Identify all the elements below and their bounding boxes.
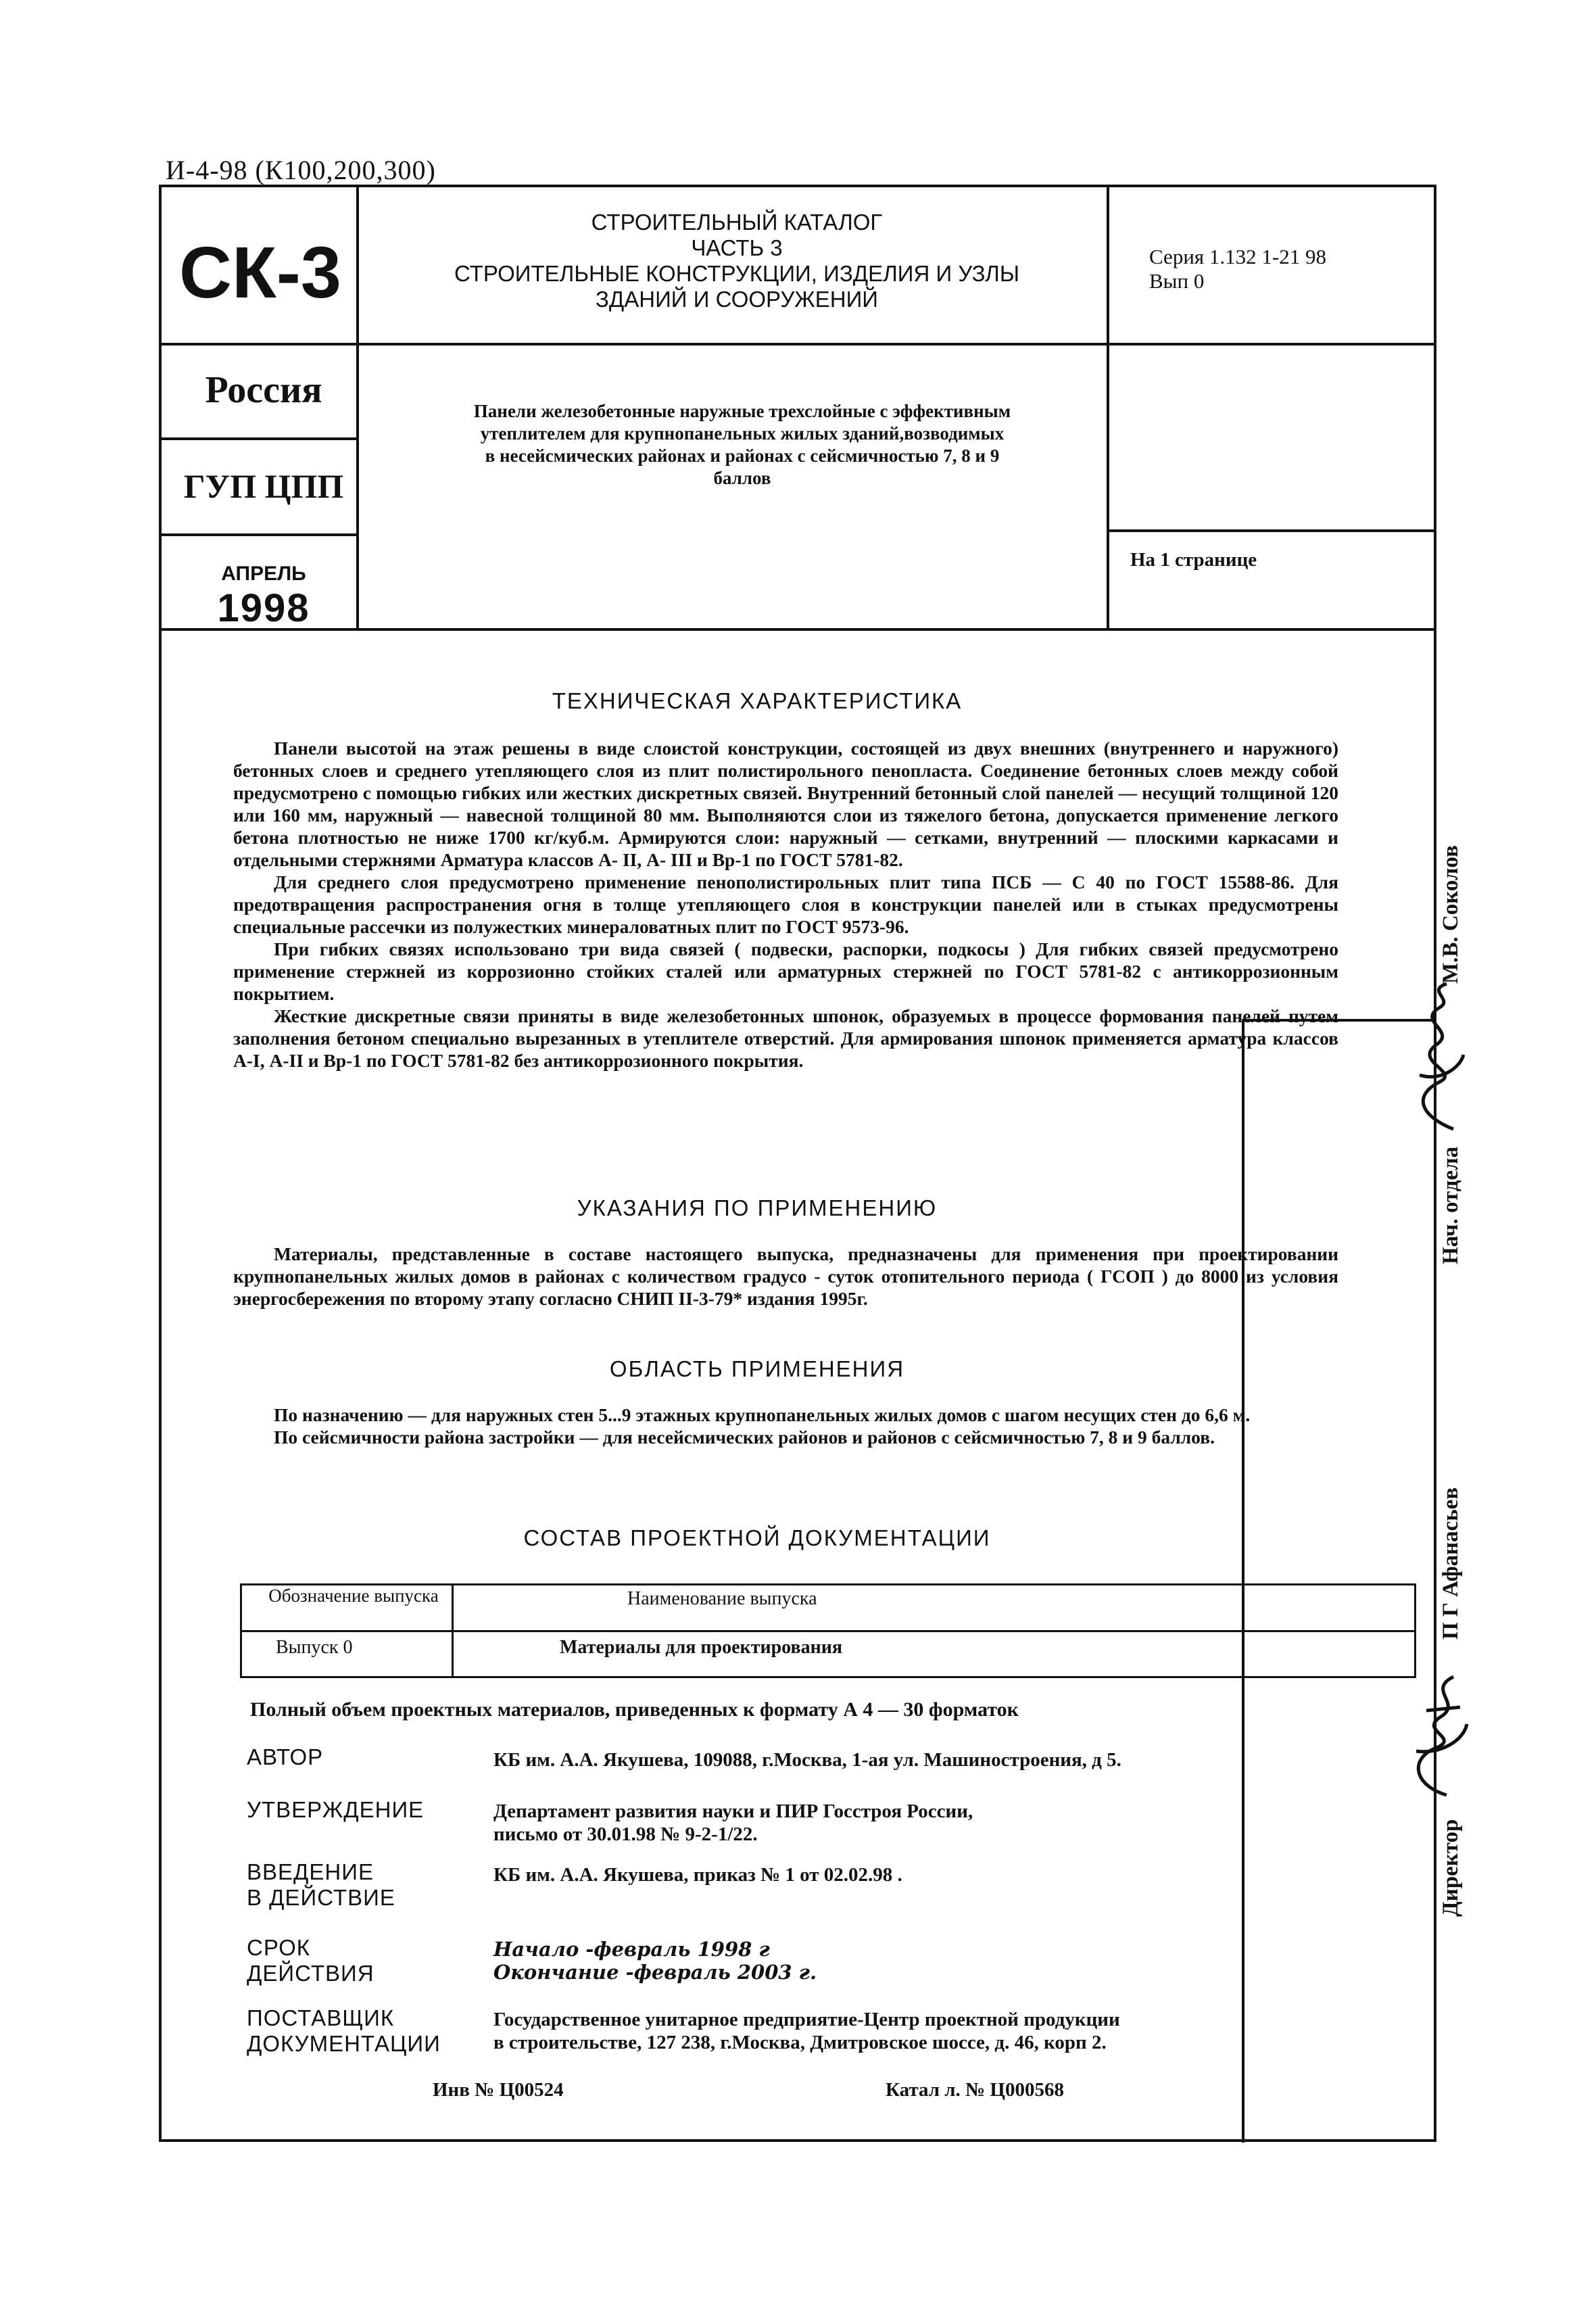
- author-label: АВТОР: [247, 1744, 324, 1769]
- term-label-line: СРОК: [247, 1935, 311, 1960]
- issue-number: Вып 0: [1149, 269, 1205, 293]
- scope-paragraph: По назначению — для наружных стен 5...9 этажных крупнопанельных жилых домов с шагом несущих стен до 6,6 м.: [274, 1404, 1251, 1425]
- catalog-title-line: СТРОИТЕЛЬНЫЕ КОНСТРУКЦИИ, ИЗДЕЛИЯ И УЗЛЫ: [454, 261, 1020, 286]
- head-name: М.В. Соколов: [1438, 845, 1463, 984]
- intro-label: [247, 1859, 395, 1911]
- page-count: На 1 странице: [1130, 549, 1257, 571]
- author-value: КБ им. А.А. Якушева, 109088, г.Москва, 1-ая ул. Машиностроения, д 5.: [493, 1749, 1121, 1771]
- term-label: [247, 1935, 374, 1986]
- title-block-divider: [1109, 529, 1434, 532]
- panel-title-line: Панели железобетонные наружные трехслойные с эффективным: [473, 401, 1011, 421]
- supplier-line: в строительстве, 127 238, г.Москва, Дмитровское шоссе, д. 46, корп 2.: [493, 2032, 1107, 2053]
- catalog-sheet-number: Катал л. № Ц000568: [886, 2079, 1064, 2101]
- term-value: [493, 1938, 817, 1984]
- tech-text: [233, 737, 1338, 1072]
- intro-label-line: ВВЕДЕНИЕ: [247, 1859, 374, 1884]
- approval-line: Департамент развития науки и ПИР Госстроя России,: [493, 1800, 973, 1822]
- supplier-label-line: ПОСТАВЩИК: [247, 2005, 395, 2030]
- side-margin-line: [1242, 1019, 1244, 2143]
- title-block-divider: [162, 533, 359, 536]
- intro-value: КБ им. А.А. Якушева, приказ № 1 от 02.02.98 .: [493, 1864, 902, 1886]
- issue-month: АПРЕЛЬ: [221, 563, 306, 585]
- table-cell-issue: Выпуск 0: [276, 1637, 353, 1658]
- table-header-designation: Обозначение выпуска: [268, 1585, 439, 1606]
- series-info: [1149, 245, 1326, 293]
- usage-heading: УКАЗАНИЯ ПО ПРИМЕНЕНИЮ: [577, 1195, 938, 1220]
- tech-heading: ТЕХНИЧЕСКАЯ ХАРАКТЕРИСТИКА: [552, 688, 963, 713]
- panel-title: [370, 400, 1114, 490]
- term-start: Начало -февраль 1998 г: [493, 1938, 770, 1961]
- head-signature-icon: [1399, 980, 1474, 1136]
- approval-line: письмо от 30.01.98 № 9-2-1/22.: [493, 1823, 758, 1845]
- panel-title-line: утеплителем для крупнопанельных жилых зданий,возводимых: [480, 423, 1005, 444]
- organization: ГУП ЦПП: [183, 467, 344, 505]
- scope-text: [233, 1404, 1338, 1448]
- supplier-line: Государственное унитарное предприятие-Центр проектной продукции: [493, 2009, 1120, 2030]
- catalog-title-line: ЗДАНИЙ И СООРУЖЕНИЙ: [595, 287, 879, 312]
- catalog-title-line: ЧАСТЬ 3: [691, 235, 783, 260]
- usage-paragraph: Материалы, представленные в составе настоящего выпуска, предназначены для применения при проектировании крупнопанельных жилых домов в районах с количеством градусо - суток отопительного периода ( ГСОП ) до 8000 из условия энергосбережения по второму этапу согласно СНИП II-3-79* издания 1995г.: [233, 1243, 1338, 1309]
- table-header-name: Наименование выпуска: [627, 1588, 817, 1609]
- catalog-title: [368, 210, 1105, 312]
- catalog-code: СК-3: [179, 231, 341, 313]
- tech-paragraph: При гибких связях использовано три вида связей ( подвески, распорки, подкосы ) Для гибких связей предусмотрено применение стержней из коррозионно стойких сталей или арматурных стержней по ГОСТ 5781-82 с антикоррозионным покрытием.: [233, 938, 1338, 1004]
- title-block-divider: [162, 343, 1434, 345]
- approval-label: УТВЕРЖДЕНИЕ: [247, 1797, 425, 1822]
- full-volume: Полный объем проектных материалов, приведенных к формату А 4 — 30 форматок: [250, 1698, 1019, 1721]
- composition-table: [240, 1583, 1416, 1678]
- series-number: Серия 1.132 1-21 98: [1149, 245, 1326, 268]
- issue-year: 1998: [217, 586, 310, 630]
- catalog-title-line: СТРОИТЕЛЬНЫЙ КАТАЛОГ: [591, 210, 883, 235]
- panel-title-line: баллов: [713, 468, 771, 488]
- country: Россия: [205, 369, 322, 411]
- supplier-label: [247, 2005, 441, 2057]
- usage-text: [233, 1243, 1338, 1310]
- head-label: Нач. отдела: [1438, 1146, 1463, 1264]
- director-name: П Г Афанасьев: [1438, 1487, 1463, 1640]
- tech-paragraph: Панели высотой на этаж решены в виде слоистой конструкции, состоящей из двух внешних (внутреннего и наружного) бетонных слоев и среднего утепляющего слоя из плит полистирольного пенопласта. Соединение бетонных слоев между собой предусмотрено с помощью гибких или жестких дискретных связей. Внутренний бетонный слой панелей — несущий толщиной 120 или 160 мм, наружный — навесной толщиной 80 мм. Выполняются слои из тяжелого бетона, допускается применение легкого бетона плотностью не ниже 1700 кг/куб.м. Армируются слои: наружный — сетками, внутренний — плоскими каркасами и отдельными стержнями Арматура классов А- II, А- III и Вр-1 по ГОСТ 5781-82.: [233, 738, 1338, 870]
- document-code: И-4-98 (К100,200,300): [166, 155, 436, 185]
- tech-paragraph: Жесткие дискретные связи приняты в виде железобетонных шпонок, образуемых в процессе формования панелей путем заполнения бетоном специально вырезанных в утеплителе отверстий. Для армирования шпонок применяется арматура классов А-I, А-II и Вр-1 по ГОСТ 5781-82 без антикоррозионного покрытия.: [233, 1005, 1338, 1071]
- table-row-divider: [242, 1630, 1414, 1632]
- tech-paragraph: Для среднего слоя предусмотрено применение пенополистирольных плит типа ПСБ — С 40 по ГОСТ 15588-86. Для предотвращения распространения огня в толще утепляющего слоя в конструкции панелей или в стыках предусмотрены специальные рассечки из полужестких минераловатных плит по ГОСТ 9573-96.: [233, 872, 1338, 937]
- supplier-label-line: ДОКУМЕНТАЦИИ: [247, 2031, 441, 2056]
- term-end: Окончание -февраль 2003 г.: [493, 1961, 817, 1984]
- supplier-value: [493, 2008, 1120, 2054]
- director-label: Директор: [1438, 1819, 1463, 1917]
- title-block-divider: [162, 437, 359, 440]
- scope-heading: ОБЛАСТЬ ПРИМЕНЕНИЯ: [609, 1356, 905, 1381]
- director-signature-icon: [1399, 1670, 1480, 1798]
- table-cell-name: Материалы для проектирования: [560, 1637, 842, 1658]
- intro-label-line: В ДЕЙСТВИЕ: [247, 1885, 395, 1910]
- term-label-line: ДЕЙСТВИЯ: [247, 1961, 374, 1986]
- panel-title-line: в несейсмических районах и районах с сейсмичностью 7, 8 и 9: [485, 446, 1000, 466]
- inventory-number: Инв № Ц00524: [433, 2079, 564, 2101]
- scope-paragraph: По сейсмичности района застройки — для несейсмических районов и районов с сейсмичностью 7, 8 и 9 баллов.: [274, 1427, 1215, 1448]
- approval-value: [493, 1800, 973, 1846]
- composition-heading: СОСТАВ ПРОЕКТНОЙ ДОКУМЕНТАЦИИ: [523, 1525, 991, 1550]
